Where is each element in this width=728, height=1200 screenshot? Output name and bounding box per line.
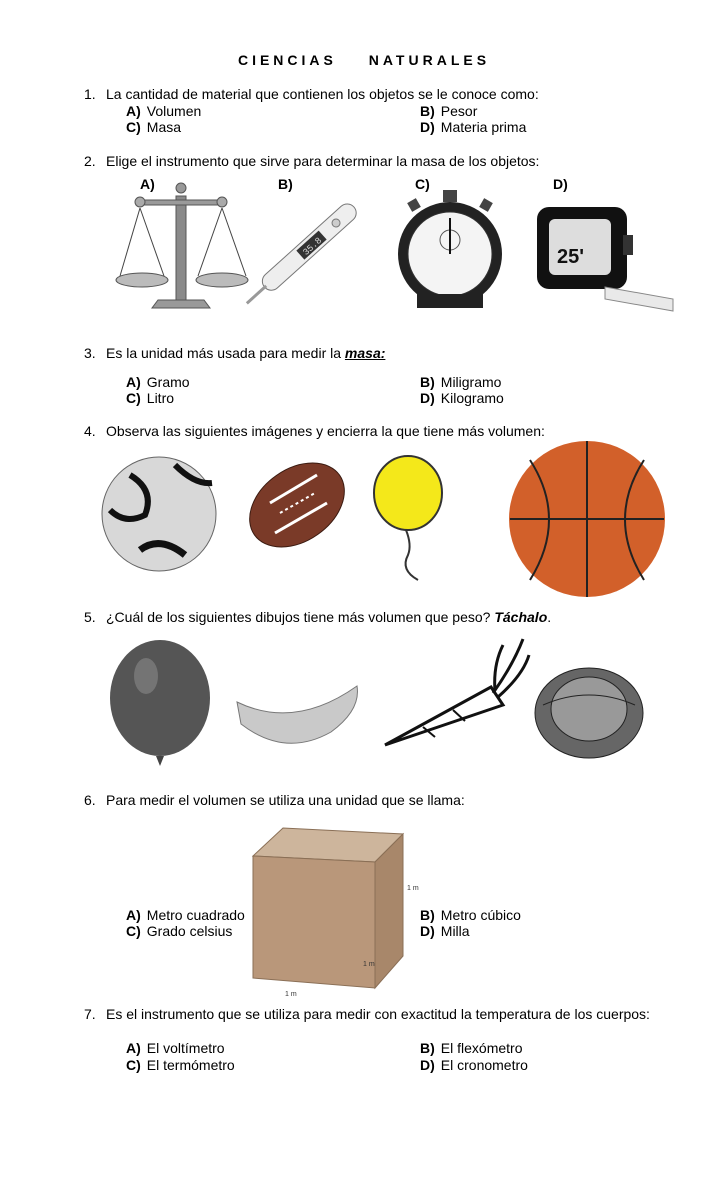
tape-measure-image[interactable]: [535, 205, 680, 325]
q1-option-b[interactable]: [420, 103, 477, 119]
option-text: El flexómetro: [440, 1040, 523, 1056]
option-key: D): [420, 390, 435, 406]
option-text: Metro cuadrado: [146, 907, 245, 923]
q3-option-d[interactable]: [420, 390, 504, 406]
q6-option-b[interactable]: [420, 907, 521, 923]
gray-balloon-image[interactable]: [108, 640, 213, 775]
stopwatch-image[interactable]: [395, 190, 505, 310]
thermometer-image[interactable]: [248, 182, 383, 310]
watermelon-image[interactable]: [533, 665, 645, 760]
q3-option-b[interactable]: [420, 374, 501, 390]
page-title: [0, 52, 728, 68]
cube-label-height: 1 m: [407, 885, 419, 892]
carrot-image[interactable]: [383, 635, 531, 753]
option-text: Gramo: [146, 374, 190, 390]
option-text: Pesor: [440, 103, 478, 119]
question-3: [84, 345, 385, 361]
option-text: Volumen: [146, 103, 202, 119]
option-key: B): [420, 103, 435, 119]
question-text: Es el instrumento que se utiliza para medir con exactitud la temperatura de los cuerpos:: [106, 1006, 650, 1022]
q7-option-d[interactable]: [420, 1057, 528, 1073]
option-text: El termómetro: [146, 1057, 235, 1073]
question-number: 7.: [84, 1006, 96, 1022]
option-text: Milla: [440, 923, 470, 939]
football-image[interactable]: [245, 455, 350, 555]
title-word-1: CIENCIAS: [237, 52, 337, 68]
question-number: 4.: [84, 423, 96, 439]
question-number: 2.: [84, 153, 96, 169]
option-text: Grado celsius: [146, 923, 233, 939]
question-1: [84, 86, 539, 102]
q6-option-c[interactable]: [126, 923, 232, 939]
cube-label-width: 1 m: [285, 991, 297, 998]
option-text: Litro: [146, 390, 175, 406]
option-text: Kilogramo: [440, 390, 504, 406]
option-text: Masa: [146, 119, 182, 135]
question-text: Observa las siguientes imágenes y encierra la que tiene más volumen:: [106, 423, 545, 439]
option-key: C): [126, 390, 141, 406]
q1-option-a[interactable]: [126, 103, 201, 119]
option-key: D): [420, 119, 435, 135]
balance-scale-image[interactable]: [112, 178, 257, 318]
q3-option-c[interactable]: [126, 390, 174, 406]
yellow-balloon-image[interactable]: [370, 455, 445, 585]
tape-measure-label: 25': [557, 246, 585, 268]
question-text: Para medir el volumen se utiliza una unidad que se llama:: [106, 792, 465, 808]
question-number: 6.: [84, 792, 96, 808]
option-key: B): [420, 907, 435, 923]
cube-image[interactable]: [245, 828, 425, 998]
banana-image[interactable]: [235, 680, 363, 750]
question-7: [84, 1006, 650, 1022]
option-key: C): [126, 1057, 141, 1073]
soccer-ball-image[interactable]: [100, 455, 220, 573]
q2-label-d: D): [553, 176, 568, 192]
option-key: B): [420, 374, 435, 390]
option-key: C): [126, 119, 141, 135]
question-number: 1.: [84, 86, 96, 102]
option-text: Materia prima: [440, 119, 527, 135]
q1-option-c[interactable]: [126, 119, 181, 135]
q7-option-a[interactable]: [126, 1040, 225, 1056]
question-text: La cantidad de material que contienen los objetos se le conoce como:: [106, 86, 539, 102]
question-2: [84, 153, 539, 169]
option-key: C): [126, 923, 141, 939]
question-text: Elige el instrumento que sirve para determinar la masa de los objetos:: [106, 153, 540, 169]
option-key: B): [420, 1040, 435, 1056]
q3-option-a[interactable]: [126, 374, 190, 390]
question-number: 5.: [84, 609, 96, 625]
option-key: D): [420, 1057, 435, 1073]
question-punct: .: [547, 609, 552, 625]
basketball-image[interactable]: [508, 440, 668, 598]
option-key: A): [126, 1040, 141, 1056]
question-text: ¿Cuál de los siguientes dibujos tiene más volumen que peso?: [106, 609, 495, 625]
q7-option-b[interactable]: [420, 1040, 522, 1056]
question-6: [84, 792, 465, 808]
cube-label-depth: 1 m: [363, 961, 375, 968]
question-text: Es la unidad más usada para medir la: [106, 345, 345, 361]
question-5: [84, 609, 551, 625]
q2-label-b: B): [278, 176, 293, 192]
q1-option-d[interactable]: [420, 119, 526, 135]
option-text: Miligramo: [440, 374, 502, 390]
question-number: 3.: [84, 345, 96, 361]
option-key: A): [126, 103, 141, 119]
option-key: D): [420, 923, 435, 939]
question-4: [84, 423, 545, 439]
option-text: Metro cúbico: [440, 907, 521, 923]
option-text: El cronometro: [440, 1057, 528, 1073]
option-key: A): [126, 374, 141, 390]
q7-option-c[interactable]: [126, 1057, 235, 1073]
q6-option-d[interactable]: [420, 923, 470, 939]
q6-option-a[interactable]: [126, 907, 245, 923]
title-word-2: NATURALES: [368, 52, 491, 68]
q2-label-c: C): [415, 176, 430, 192]
option-text: El voltímetro: [146, 1040, 225, 1056]
q2-label-a: A): [140, 176, 155, 192]
question-emphasis: Táchalo: [494, 609, 548, 625]
option-key: A): [126, 907, 141, 923]
thermometer-display: 35.8: [301, 235, 325, 258]
question-emphasis: masa:: [344, 345, 386, 361]
